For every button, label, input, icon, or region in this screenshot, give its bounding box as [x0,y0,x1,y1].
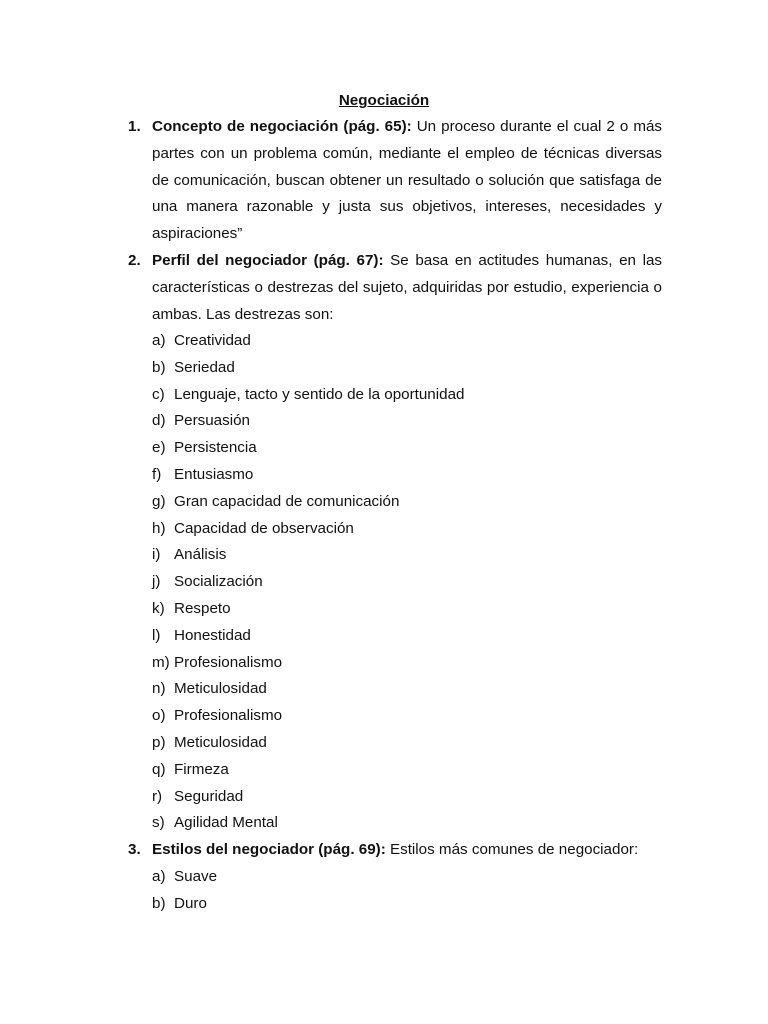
list-item [152,596,464,623]
section-perfil [128,248,662,328]
list-item [152,462,464,489]
item-text: Firmeza [174,760,229,778]
item-text: Capacidad de observación [174,519,354,537]
document-title: Negociación [338,92,430,109]
item-text: Socialización [174,573,263,591]
list-item [152,864,217,891]
list-item [152,489,464,516]
section-body [152,837,662,864]
section-heading: Estilos del negociador (pág. 69): [152,841,386,858]
item-text: Lenguaje, tacto y sentido de la oportunidad [174,385,465,403]
list-item [152,382,464,409]
item-letter: c) [152,385,165,403]
item-text: Persistencia [174,439,257,457]
item-letter: q) [152,760,166,778]
section-heading: Perfil del negociador (pág. 67): [152,252,384,269]
list-item [152,408,464,435]
item-letter: f) [152,465,162,483]
item-text: Duro [174,894,207,912]
list-item [152,810,464,837]
list-item [152,891,217,918]
list-item [152,730,464,757]
item-letter: h) [152,519,166,537]
list-item [152,784,464,811]
item-letter: p) [152,733,166,751]
section-text: Se basa en actitudes humanas, en las características o destrezas del sujeto, adquiridas por estudio, experiencia o ambas. Las destrezas son: [152,252,662,323]
list-item [152,703,464,730]
item-text: Persuasión [174,412,250,430]
item-text: Creatividad [174,332,251,349]
item-text: Honestidad [174,626,251,644]
item-letter: l) [152,626,161,644]
list-item [152,355,464,382]
section-text: Estilos más comunes de negociador: [385,841,639,858]
item-text: Profesionalismo [174,707,283,725]
item-letter: g) [152,492,166,510]
section-number: 2. [128,252,141,269]
item-letter: i) [152,546,161,564]
section-number: 3. [128,841,141,858]
section-heading: Concepto de negociación (pág. 65): [152,118,412,135]
item-text: Seriedad [174,358,235,376]
list-item [152,569,464,596]
list-item [152,623,464,650]
item-letter: s) [152,814,165,832]
item-text: Respeto [174,599,231,617]
item-letter: m) [152,653,170,671]
destrezas-list [152,328,464,837]
item-letter: o) [152,707,166,725]
item-text: Meticulosidad [174,733,267,751]
section-body [152,114,662,248]
item-letter: e) [152,439,166,457]
item-text: Análisis [174,546,227,564]
item-text: Seguridad [174,787,244,805]
item-text: Agilidad Mental [174,814,278,832]
list-item [152,542,464,569]
list-item [152,650,464,677]
item-text: Suave [174,868,218,885]
item-letter: r) [152,787,163,805]
item-letter: a) [152,332,166,349]
item-letter: a) [152,868,166,885]
section-estilos [128,837,662,864]
item-text: Entusiasmo [174,465,254,483]
section-concepto [128,114,662,248]
item-letter: d) [152,412,166,430]
item-letter: k) [152,599,165,617]
item-letter: n) [152,680,166,698]
section-number: 1. [128,118,141,135]
item-letter: b) [152,894,166,912]
item-text: Meticulosidad [174,680,267,698]
list-item [152,757,464,784]
list-item [152,328,464,355]
item-text: Gran capacidad de comunicación [174,492,400,510]
item-letter: b) [152,358,166,376]
estilos-list [152,864,217,918]
item-letter: j) [152,573,161,591]
list-item [152,676,464,703]
list-item [152,435,464,462]
section-body [152,248,662,328]
section-text: Un proceso durante el cual 2 o más partes con un problema común, mediante el empleo de técnicas diversas de comunicación, buscan obtener un resultado o solución que satisfaga de una manera razonable y justa sus objetivos, intereses, necesidades y aspiraciones” [152,118,663,243]
list-item [152,516,464,543]
item-text: Profesionalismo [174,653,283,671]
